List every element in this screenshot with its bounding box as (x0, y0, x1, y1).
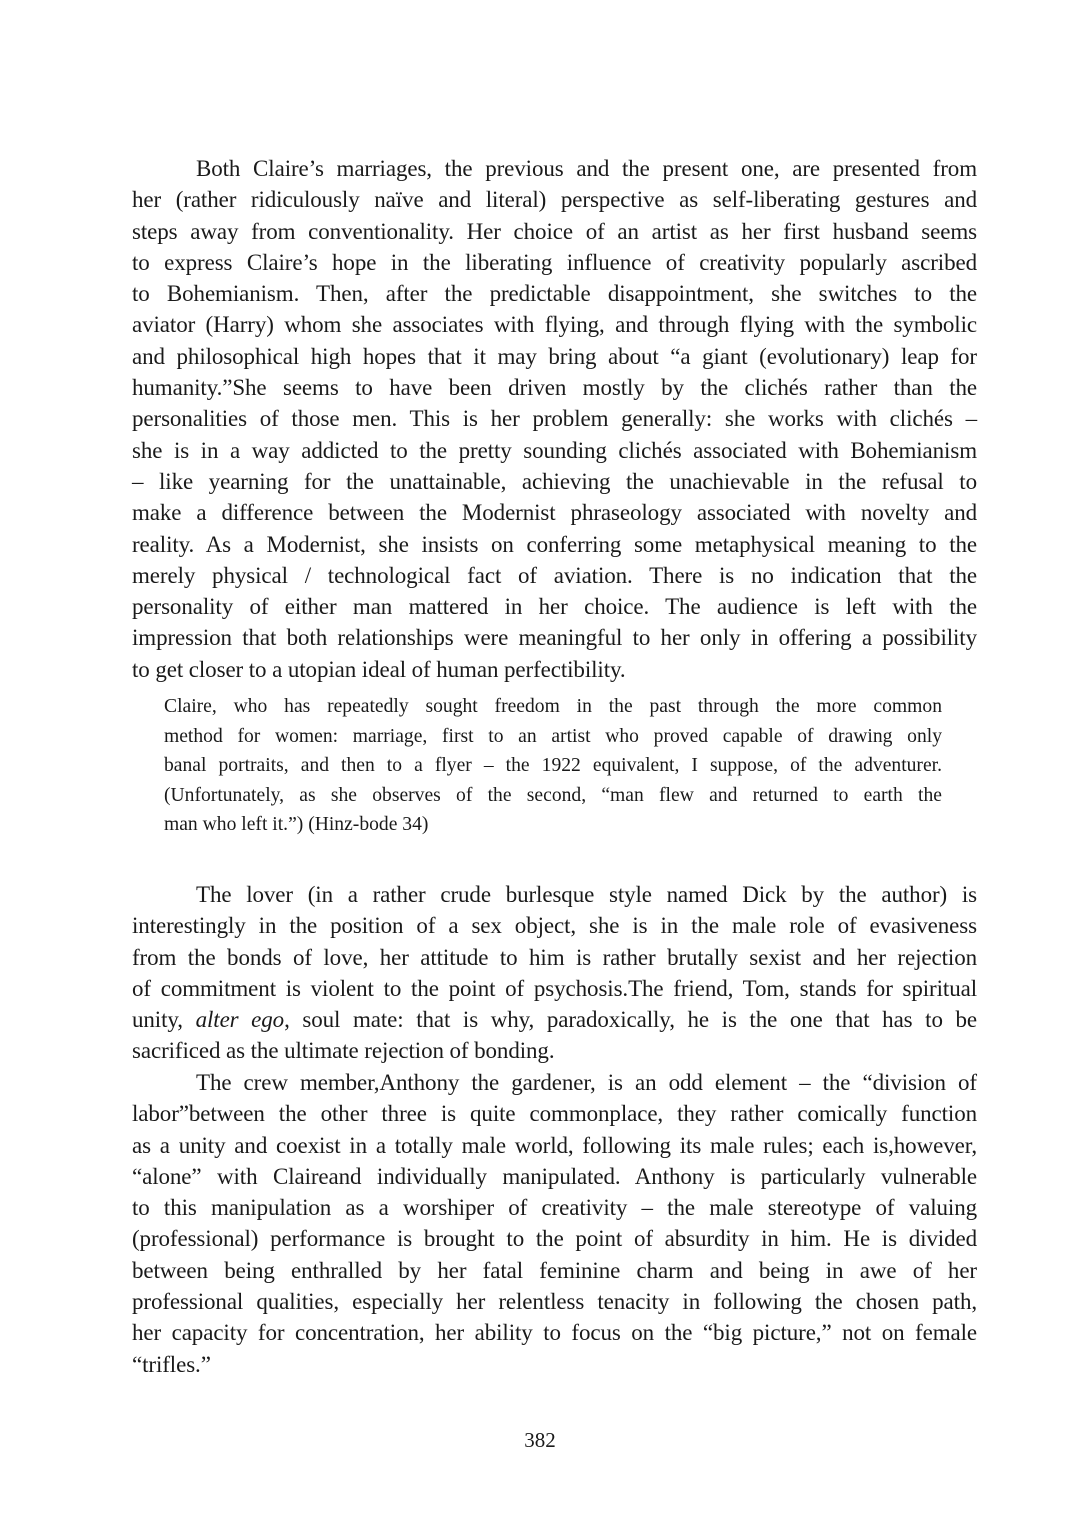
text-line: her capacity for concentration, her ability to focus on the “big picture,” not on female (132, 1320, 977, 1346)
text-line: make a difference between the Modernist phraseology associated with novelty and (132, 500, 977, 526)
text-line: personality of either man mattered in her choice. The audience is left with the (132, 594, 977, 620)
quote-line: Claire, who has repeatedly sought freedom in the past through the more common (164, 696, 942, 717)
text-line: “trifles.” (132, 1351, 211, 1377)
text-line: – like yearning for the unattainable, achieving the unachievable in the refusal to (132, 468, 977, 494)
quote-line: man who left it.”) (Hinz-bode 34) (164, 814, 429, 835)
text-line: to get closer to a utopian ideal of human perfectibility. (132, 656, 626, 682)
text-line: “alone” with Claireand individually manipulated. Anthony is particularly vulnerable (132, 1163, 977, 1189)
text-line: to this manipulation as a worshiper of creativity – the male stereotype of valuing (132, 1195, 977, 1221)
text-line: merely physical / technological fact of aviation. There is no indication that the (132, 562, 977, 588)
quote-line: method for women: marriage, first to an artist who proved capable of drawing only (164, 725, 942, 747)
text-line: reality. As a Modernist, she insists on conferring some metaphysical meaning to the (132, 531, 977, 557)
text-line: interestingly in the position of a sex object, she is in the male role of evasiveness (132, 913, 977, 939)
paragraph-2 (132, 879, 977, 1067)
italic-term: alter ego (195, 1007, 285, 1033)
text-line: steps away from conventionality. Her choice of an artist as her first husband seems (132, 218, 977, 244)
text-span: unity, (132, 1007, 196, 1033)
text-line: to express Claire’s hope in the liberating influence of creativity popularly ascribed (132, 249, 977, 275)
text-line: The lover (in a rather crude burlesque style named Dick by the author) is (196, 882, 977, 907)
text-line: she is in a way addicted to the pretty sounding clichés associated with Bohemianism (132, 437, 977, 463)
text-line: to Bohemianism. Then, after the predictable disappointment, she switches to the (132, 281, 977, 307)
text-line: her (rather ridiculously naïve and literal) perspective as self-liberating gestures and (132, 187, 977, 213)
text-line: professional qualities, especially her relentless tenacity in following the chosen path, (132, 1289, 977, 1315)
text-line: of commitment is violent to the point of psychosis.The friend, Tom, stands for spiritual (132, 975, 977, 1001)
paragraph-3 (132, 1067, 977, 1380)
text-line: humanity.”She seems to have been driven mostly by the clichés rather than the (132, 375, 977, 401)
block-quote (164, 692, 942, 840)
text-line: between being enthralled by her fatal feminine charm and being in awe of her (132, 1257, 977, 1283)
quote-line: (Unfortunately, as she observes of the second, “man flew and returned to earth the (164, 784, 942, 806)
text-line: Both Claire’s marriages, the previous and the present one, are presented from (196, 156, 977, 181)
text-line: The crew member,Anthony the gardener, is an odd element – the “division of (196, 1070, 977, 1095)
text-line: sacrificed as the ultimate rejection of bonding. (132, 1038, 555, 1064)
text-line: as a unity and coexist in a totally male world, following its male rules; each is,however, (132, 1132, 977, 1158)
text-line: (professional) performance is brought to the point of absurdity in him. He is divided (132, 1226, 977, 1252)
text-line: from the bonds of love, her attitude to him is rather brutally sexist and her rejection (132, 944, 977, 970)
page-number: 382 (524, 1428, 556, 1452)
text-line: and philosophical high hopes that it may bring about “a giant (evolutionary) leap for (132, 343, 977, 369)
paragraph-1 (132, 153, 977, 685)
text-line: impression that both relationships were meaningful to her only in offering a possibility (132, 625, 977, 651)
text-line (132, 1004, 977, 1035)
text-span: , soul mate: that is why, paradoxically, he is the one that has to be (284, 1007, 978, 1033)
text-line: aviator (Harry) whom she associates with flying, and through flying with the symbolic (132, 312, 977, 338)
text-line: personalities of those men. This is her problem generally: she works with clichés – (132, 406, 977, 432)
quote-line: banal portraits, and then to a flyer – the 1922 equivalent, I suppose, of the adventurer. (164, 755, 942, 776)
text-line: labor”between the other three is quite commonplace, they rather comically function (132, 1101, 977, 1127)
